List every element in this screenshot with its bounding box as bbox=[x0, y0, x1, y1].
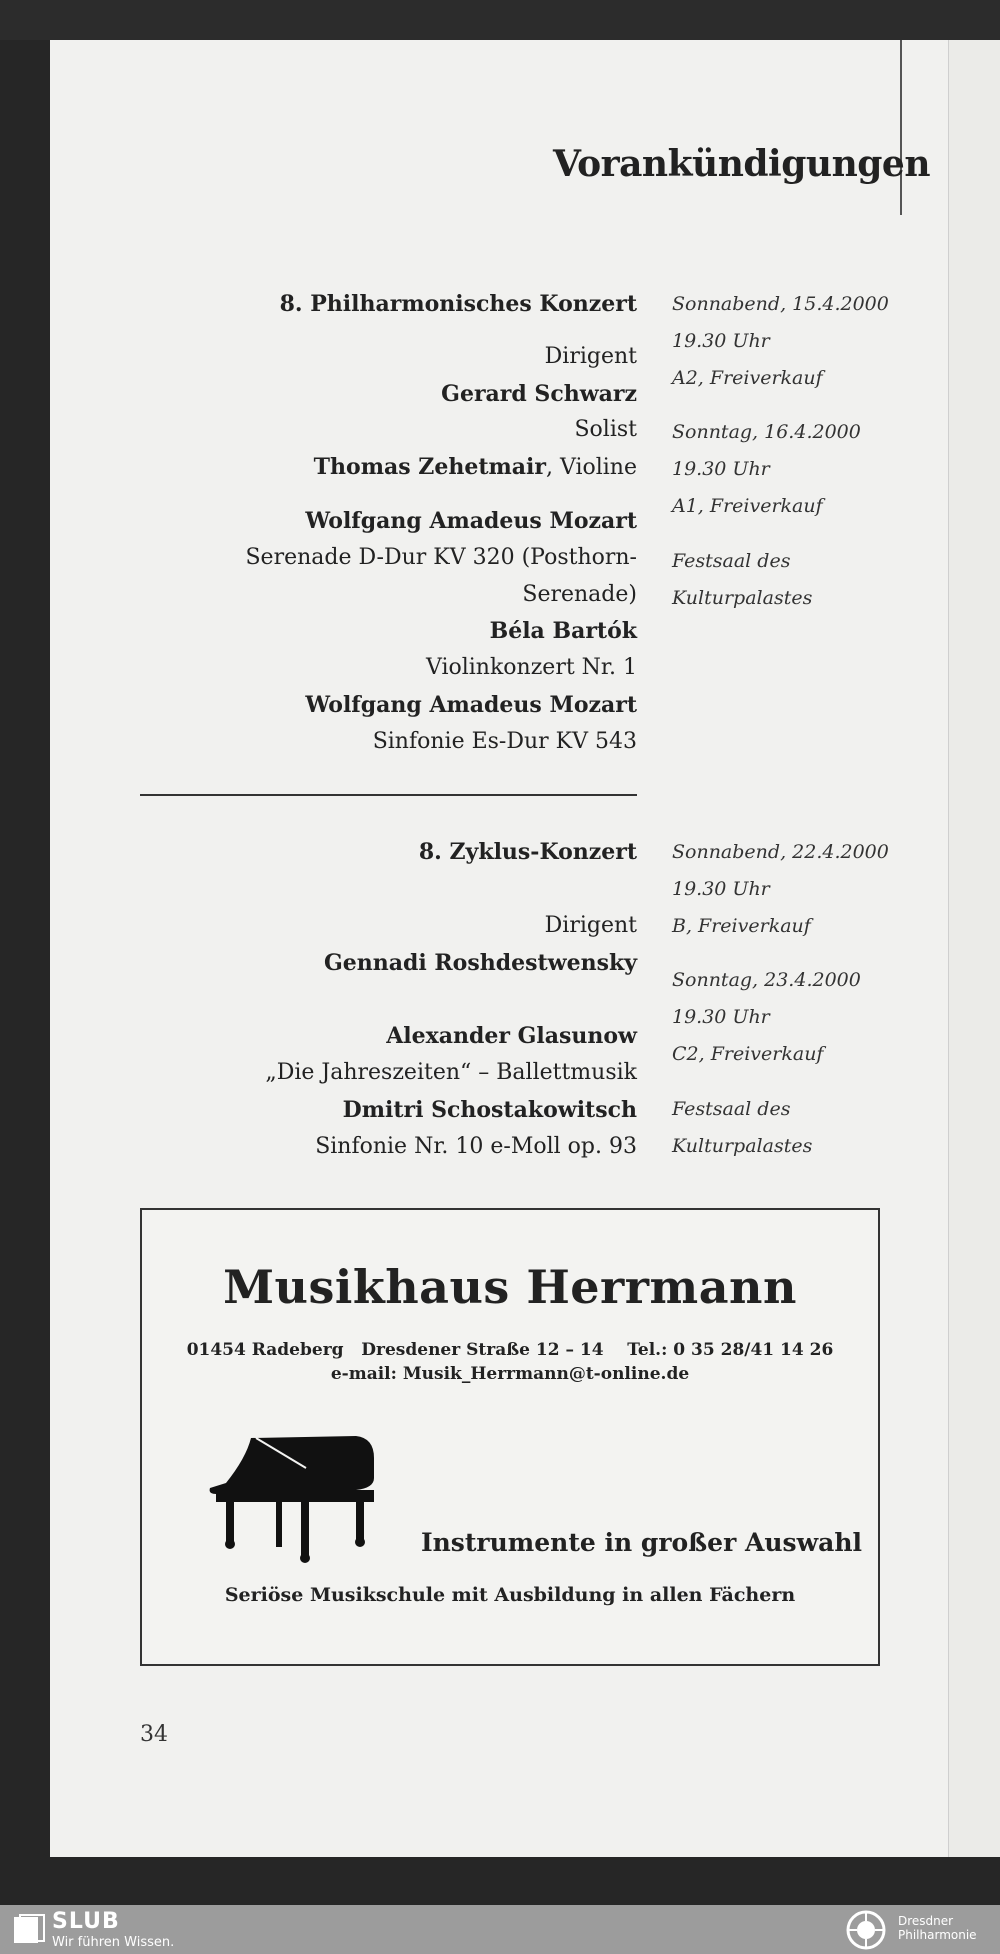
composer: Alexander Glasunow bbox=[386, 1023, 637, 1050]
work: Sinfonie Nr. 10 e-Moll op. 93 bbox=[315, 1133, 637, 1159]
ad-tagline: Instrumente in großer Auswahl bbox=[420, 1528, 862, 1557]
ticket-line: A1, Freiverkauf bbox=[672, 494, 823, 517]
section-divider bbox=[140, 794, 637, 796]
grand-piano-icon bbox=[206, 1428, 376, 1563]
ticket-line: B, Freiverkauf bbox=[672, 914, 811, 937]
ad-school-text: Seriöse Musikschule mit Ausbildung in allen Fächern bbox=[224, 1584, 796, 1606]
advertisement-box bbox=[140, 1208, 880, 1666]
venue-line: Festsaal des bbox=[672, 1097, 791, 1120]
conductor-label: Dirigent bbox=[544, 912, 637, 938]
partner-name: Dresdner Philharmonie bbox=[898, 1914, 977, 1942]
soloist-label: Solist bbox=[574, 417, 637, 443]
venue-line: Festsaal des bbox=[672, 549, 791, 572]
time-line: 19.30 Uhr bbox=[672, 1006, 770, 1029]
concert1-dates bbox=[672, 286, 912, 616]
date-line: Sonntag, 16.4.2000 bbox=[672, 421, 861, 444]
library-name: SLUB bbox=[52, 1909, 120, 1934]
ticket-line: C2, Freiverkauf bbox=[672, 1042, 824, 1065]
page-title: Vorankündigungen bbox=[552, 143, 930, 185]
composer: Béla Bartók bbox=[489, 618, 637, 645]
slub-logo-icon bbox=[12, 1913, 46, 1947]
conductor-name: Gennadi Roshdestwensky bbox=[323, 949, 637, 976]
composer: Wolfgang Amadeus Mozart bbox=[305, 507, 637, 534]
scan-background-top bbox=[0, 0, 1000, 40]
page-number: 34 bbox=[140, 1722, 168, 1747]
work: Violinkonzert Nr. 1 bbox=[425, 655, 637, 681]
composer: Wolfgang Amadeus Mozart bbox=[305, 691, 637, 718]
concert1-title: 8. Philharmonisches Konzert bbox=[279, 291, 637, 317]
conductor-label: Dirigent bbox=[544, 343, 637, 369]
conductor-name: Gerard Schwarz bbox=[441, 380, 637, 407]
composer: Dmitri Schostakowitsch bbox=[342, 1096, 637, 1123]
ad-email: e-mail: Musik_Herrmann@t-online.de bbox=[330, 1364, 690, 1384]
date-line: Sonntag, 23.4.2000 bbox=[672, 969, 861, 992]
time-line: 19.30 Uhr bbox=[672, 458, 770, 481]
date-line: Sonnabend, 22.4.2000 bbox=[672, 841, 889, 863]
time-line: 19.30 Uhr bbox=[672, 877, 770, 900]
work: Serenade D-Dur KV 320 (Posthorn-Serenade) bbox=[245, 544, 637, 607]
concert1-program bbox=[140, 286, 637, 761]
ad-address: 01454 Radeberg Dresdener Straße 12 – 14 Tel.: 0 35 28/41 14 26 bbox=[186, 1340, 834, 1360]
ticket-line: A2, Freiverkauf bbox=[672, 366, 823, 389]
page-crease bbox=[900, 40, 902, 215]
venue-line: Kulturpalastes bbox=[672, 1134, 813, 1157]
soloist-name: Thomas Zehetmair, Violine bbox=[313, 454, 637, 481]
venue-line: Kulturpalastes bbox=[672, 586, 813, 609]
concert2-dates bbox=[672, 834, 912, 1164]
work: Sinfonie Es-Dur KV 543 bbox=[372, 728, 637, 754]
footer-bar bbox=[0, 1905, 1000, 1954]
work: „Die Jahreszeiten“ – Ballettmusik bbox=[265, 1060, 637, 1086]
concert2-title: 8. Zyklus-Konzert bbox=[418, 839, 637, 865]
date-line: Sonnabend, 15.4.2000 bbox=[672, 293, 889, 315]
time-line: 19.30 Uhr bbox=[672, 329, 770, 352]
adjacent-page-edge bbox=[948, 40, 1000, 1857]
concert2-program bbox=[140, 834, 637, 1166]
library-tagline: Wir führen Wissen. bbox=[52, 1935, 175, 1950]
dresdner-philharmonie-logo-icon bbox=[842, 1909, 890, 1951]
ad-title: Musikhaus Herrmann bbox=[223, 1260, 797, 1314]
